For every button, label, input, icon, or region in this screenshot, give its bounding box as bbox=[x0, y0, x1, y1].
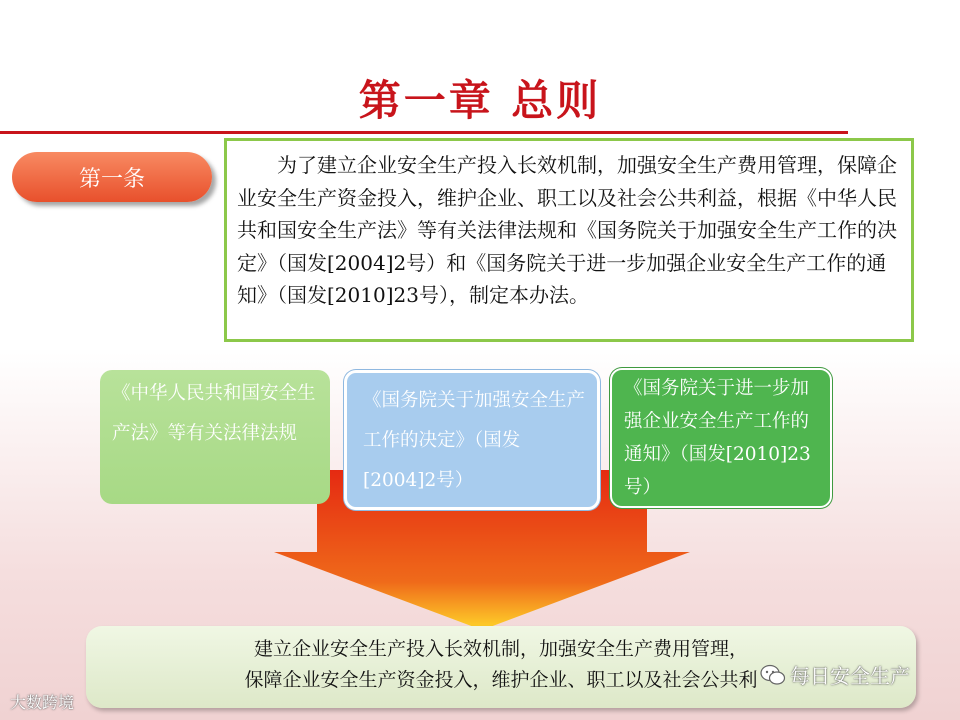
source-card-text: 《中华人民共和国安全生产法》等有关法律法规 bbox=[112, 383, 316, 444]
source-card-state-council-notice bbox=[610, 368, 832, 508]
article-label-text: 第一条 bbox=[78, 166, 145, 192]
result-line-2: 保障企业安全生产资金投入，维护企业、职工以及社会公共利 bbox=[244, 669, 758, 691]
watermark-left-text: 大数跨境 bbox=[10, 693, 75, 712]
title-divider bbox=[0, 131, 848, 134]
watermark-right bbox=[760, 660, 910, 689]
source-card-safety-law bbox=[100, 370, 330, 504]
wechat-icon bbox=[760, 664, 786, 686]
source-card-state-council-decision bbox=[344, 370, 600, 510]
result-line-1: 建立企业安全生产投入长效机制，加强安全生产费用管理， bbox=[253, 638, 748, 660]
intro-text: 为了建立企业安全生产投入长效机制，加强安全生产费用管理，保障企业安全生产资金投入，维护企业、职工以及社会公共利益，根据《中华人民共和国安全生产法》等有关法律法规和《国务院关于加强安全生产工作的决定》（国发[2004]2号）和《国务院关于进一步加强企业安全生产工作的通知》（国发[2010]23号），制定本办法。 bbox=[237, 153, 897, 307]
page-title: 第一章 总则 bbox=[358, 76, 602, 125]
article-label bbox=[12, 152, 212, 202]
watermark-right-text: 每日安全生产 bbox=[790, 664, 910, 688]
intro-text-box bbox=[224, 138, 914, 342]
source-card-text: 《国务院关于进一步加强企业安全生产工作的通知》（国发[2010]23号） bbox=[624, 378, 811, 498]
watermark-left bbox=[10, 690, 74, 713]
source-card-text: 《国务院关于加强安全生产工作的决定》（国发[2004]2号） bbox=[363, 390, 586, 491]
